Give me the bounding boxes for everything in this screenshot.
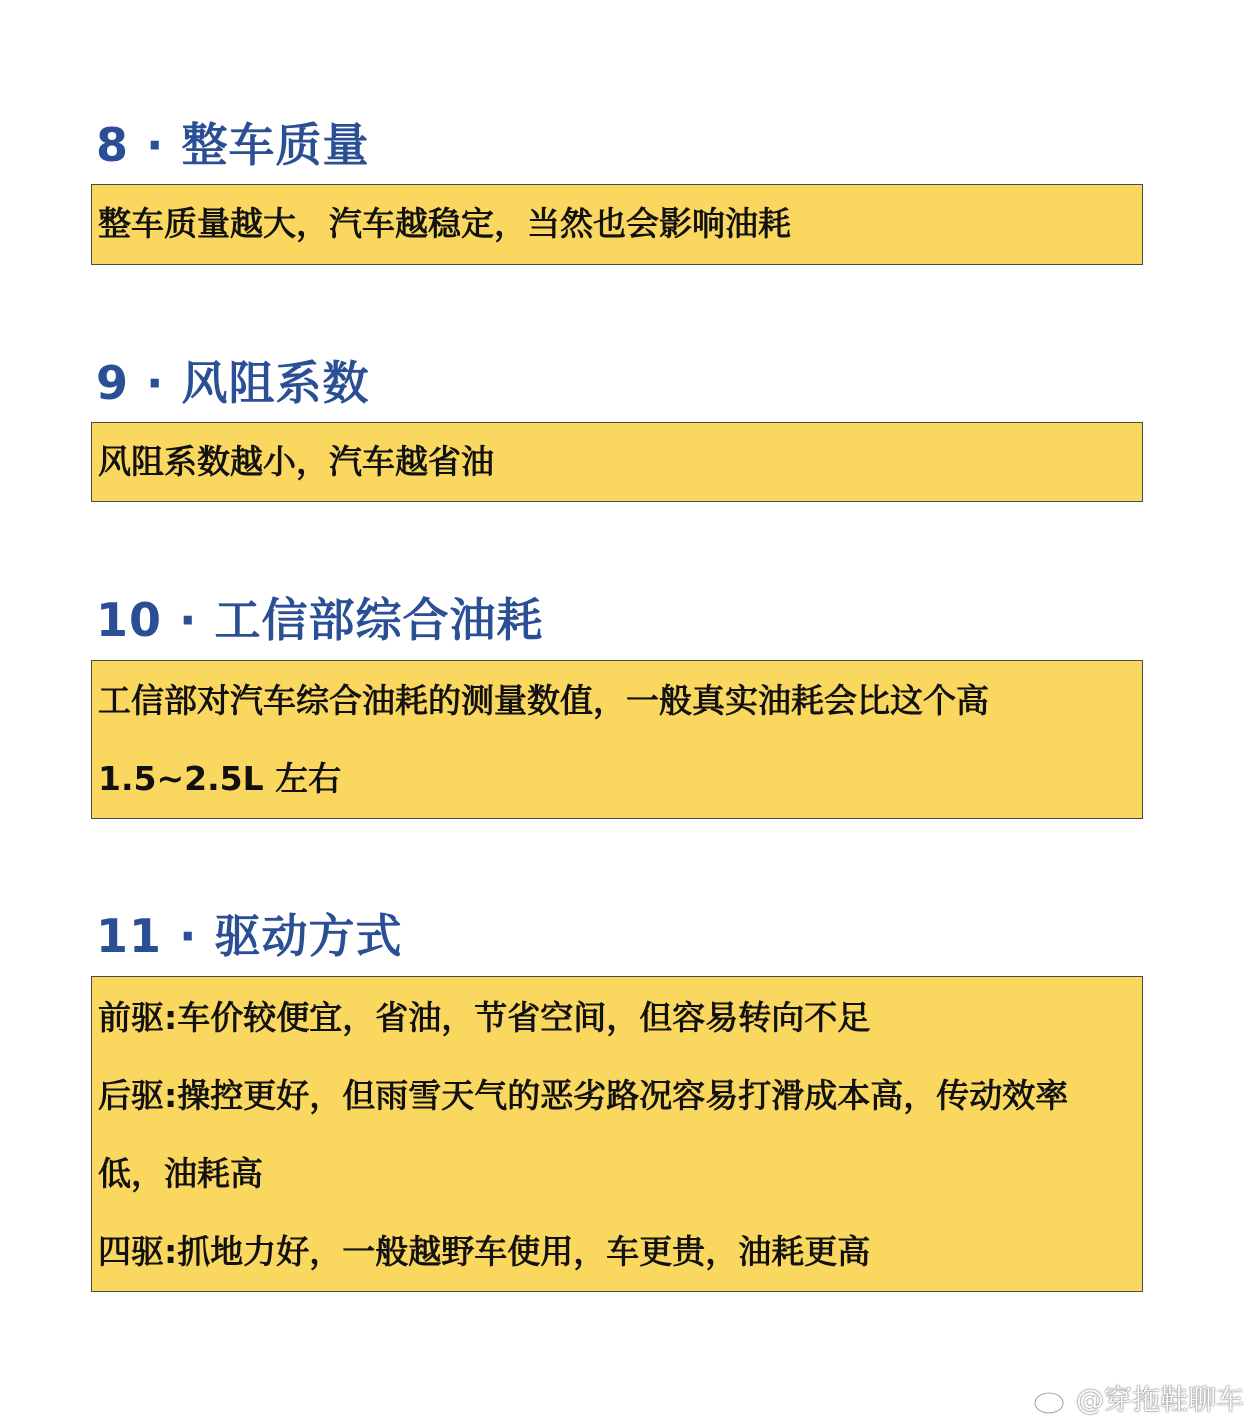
- section-title-11: 11 · 驱动方式: [96, 909, 403, 963]
- section-11-line-1: 前驱:车价较便宜，省油，节省空间，但容易转向不足: [98, 998, 871, 1037]
- section-title-10: 10 · 工信部综合油耗: [96, 593, 544, 647]
- section-10-line-2: 1.5~2.5L 左右: [98, 759, 342, 798]
- watermark-text: @穿拖鞋聊车: [1075, 1383, 1244, 1416]
- section-title-9: 9 · 风阻系数: [96, 356, 370, 410]
- section-10-line-1: 工信部对汽车综合油耗的测量数值，一般真实油耗会比这个高: [98, 681, 989, 720]
- section-box-10: [91, 660, 1143, 819]
- section-11-line-4: 四驱:抓地力好，一般越野车使用，车更贵，油耗更高: [98, 1232, 871, 1271]
- weibo-icon: [1032, 1384, 1072, 1416]
- section-box-11: [91, 976, 1143, 1292]
- section-title-8: 8 · 整车质量: [96, 118, 370, 172]
- section-8-line-1: 整车质量越大，汽车越稳定，当然也会影响油耗: [98, 204, 791, 243]
- section-9-line-1: 风阻系数越小，汽车越省油: [98, 442, 494, 481]
- section-box-8: [91, 184, 1143, 265]
- section-11-line-2: 后驱:操控更好，但雨雪天气的恶劣路况容易打滑成本高，传动效率: [98, 1076, 1069, 1115]
- watermark: [1032, 1380, 1244, 1420]
- section-11-line-3: 低，油耗高: [98, 1154, 263, 1193]
- section-box-9: [91, 422, 1143, 502]
